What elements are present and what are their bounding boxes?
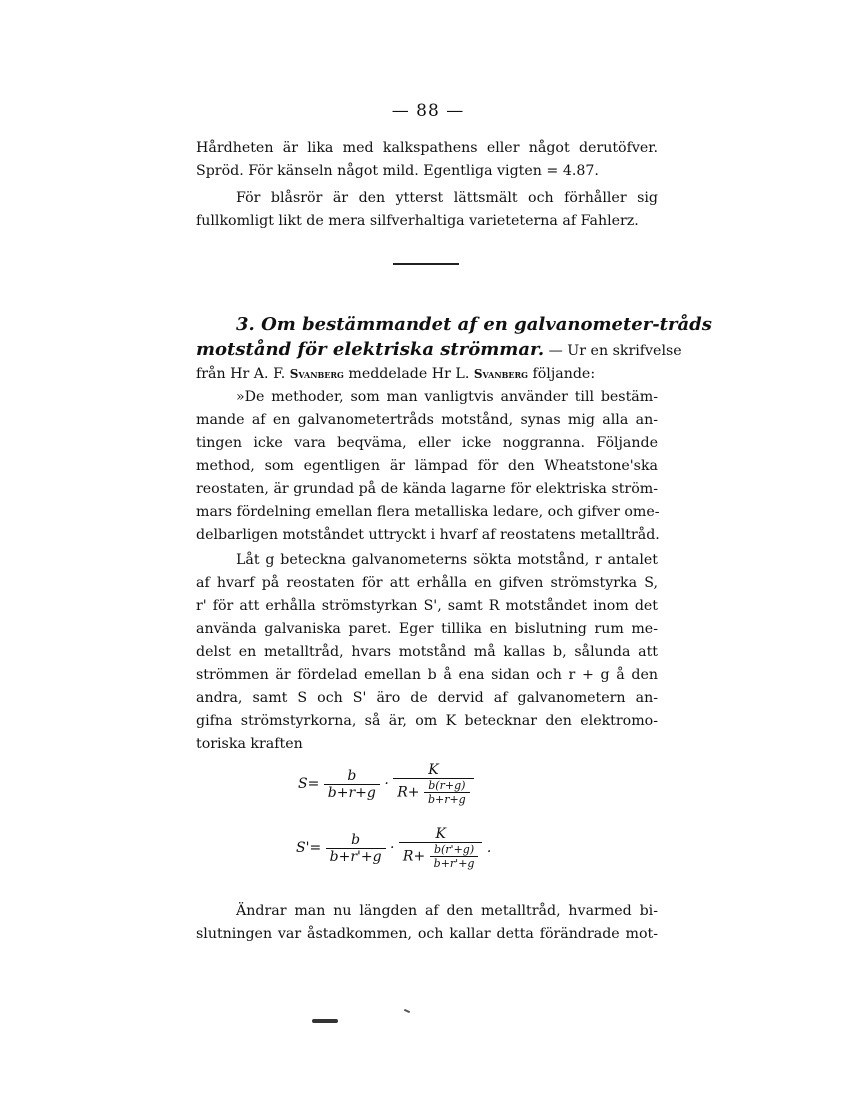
fraction-denominator: b+r+g	[327, 784, 376, 801]
text-line: toriska kraften	[196, 736, 303, 752]
r-plus: R+	[402, 848, 426, 865]
text-line: tingen icke vara beqväma, eller icke noggranna. Följande	[196, 435, 658, 451]
inner-denominator: b+r+g	[427, 793, 466, 806]
fraction-numerator: K	[399, 826, 483, 843]
heading-line-2	[196, 338, 682, 363]
author-name-1: Svanberg	[289, 367, 344, 381]
paragraph-definitions	[196, 549, 658, 756]
multiply-dot: ·	[390, 840, 395, 856]
text-line: method, som egentligen är lämpad för den Wheatstone'ska	[196, 458, 658, 474]
fraction-numerator: K	[393, 762, 474, 779]
heading-line-1	[196, 312, 712, 338]
fraction-denominator	[393, 779, 474, 806]
text-line: mande af en galvanometertråds motstånd, synas mig alla an-	[196, 412, 658, 428]
formula-period: .	[486, 840, 492, 856]
formula-S	[298, 762, 474, 806]
text-line: delst en metalltråd, hvars motstånd må kallas b, sålunda att	[196, 644, 658, 660]
text-line: gifna strömstyrkorna, så är, om K betecknar den elektromo-	[196, 713, 658, 729]
text-line: Spröd. För känseln något mild. Egentliga vigten = 4.87.	[196, 163, 599, 179]
text-line: strömmen är fördelad emellan b å ena sidan och r + g å den	[196, 667, 658, 683]
fraction	[393, 762, 474, 806]
inner-fraction	[424, 779, 470, 806]
fraction	[399, 826, 483, 870]
text-line: delbarligen motståndet uttryckt i hvarf af reostatens metalltråd.	[196, 527, 660, 543]
author-name-2: Svanberg	[473, 367, 528, 381]
text-line: Låt g beteckna galvanometerns sökta motstånd, r antalet	[236, 552, 658, 568]
text-line: Hårdheten är lika med kalkspathens eller något derutöfver.	[196, 140, 658, 156]
heading-line3-post: följande:	[528, 366, 596, 382]
heading-after: — Ur en skrifvelse	[544, 343, 682, 359]
inner-fraction	[430, 843, 479, 870]
text-line: reostaten, är grundad på de kända lagarne för elektriska ström-	[196, 481, 658, 497]
text-line: andra, samt S och S' äro de dervid af galvanometern an-	[196, 690, 658, 706]
inner-denominator: b+r'+g	[433, 857, 475, 870]
fraction-numerator: b	[326, 832, 386, 849]
inner-numerator: b(r'+g)	[430, 843, 479, 857]
paragraph-blowpipe	[196, 187, 658, 233]
fraction-numerator: b	[324, 768, 380, 785]
text-line: För blåsrör är den ytterst lättsmält och förhåller sig	[236, 190, 658, 206]
heading-line3-pre: från Hr A. F.	[196, 366, 290, 382]
text-line: af hvarf på reostaten för att erhålla en gifven strömstyrka S,	[196, 575, 658, 591]
fraction	[326, 832, 386, 865]
text-line: r' för att erhålla strömstyrkan S', samt R motståndet inom det	[196, 598, 658, 614]
paragraph-change	[196, 900, 658, 946]
paragraph-methods	[196, 386, 658, 547]
text-line: Ändrar man nu längden af den metalltråd, hvarmed bi-	[236, 903, 658, 919]
ink-smudge	[312, 1019, 338, 1023]
section-divider	[393, 263, 459, 265]
formula-S-prime	[296, 826, 491, 870]
fraction	[324, 768, 380, 801]
text-line: »De methoder, som man vanligtvis använder till bestäm-	[236, 389, 658, 405]
heading-title-2: motstånd för elektriska strömmar.	[196, 339, 545, 360]
text-line: mars fördelning emellan flera metalliska ledare, och gifver ome-	[196, 504, 660, 520]
formula-lhs: S'=	[296, 840, 322, 856]
fraction-denominator	[399, 843, 483, 870]
page-number: — 88 —	[391, 101, 465, 121]
fraction-denominator: b+r'+g	[329, 848, 382, 865]
paragraph-hardness	[196, 137, 658, 183]
r-plus: R+	[397, 784, 420, 801]
section-heading	[196, 312, 712, 338]
ink-speck	[404, 1009, 410, 1013]
multiply-dot: ·	[384, 776, 389, 792]
text-line: slutningen var åstadkommen, och kallar detta förändrade mot-	[196, 926, 658, 942]
heading-title-1: Om bestämmandet af en galvanometer-tråds	[261, 314, 712, 335]
section-heading-cont	[196, 338, 682, 386]
formula-lhs: S=	[298, 776, 320, 792]
section-number: 3.	[236, 314, 255, 335]
heading-line-3	[196, 363, 658, 386]
text-line: fullkomligt likt de mera silfverhaltiga varieteterna af Fahlerz.	[196, 213, 639, 229]
inner-numerator: b(r+g)	[424, 779, 470, 793]
text-line: använda galvaniska paret. Eger tillika en bislutning rum me-	[196, 621, 658, 637]
heading-line3-mid: meddelade Hr L.	[343, 366, 474, 382]
